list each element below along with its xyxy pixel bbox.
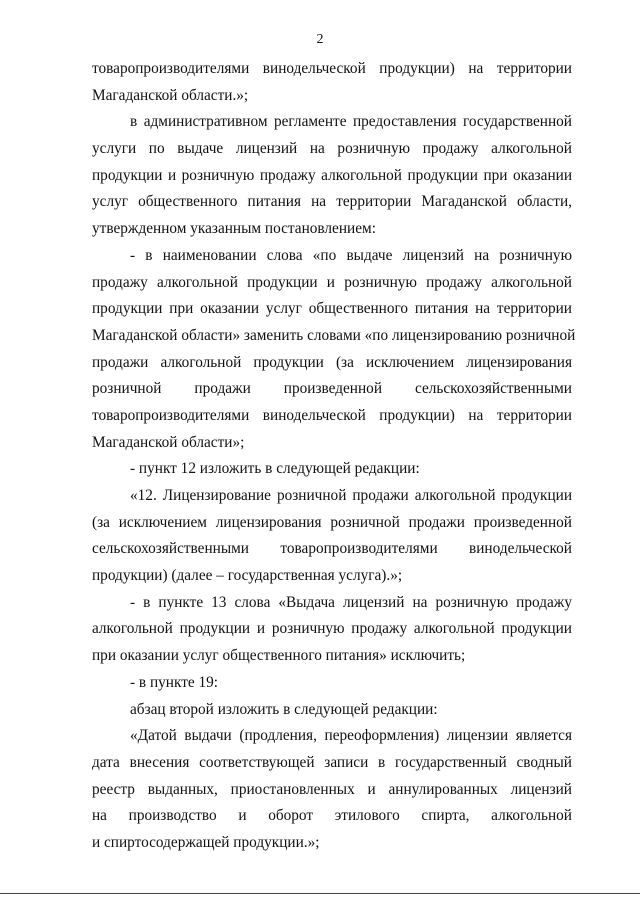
document-body — [92, 56, 576, 857]
text-line: и спиртосодержащей продукции.»; — [92, 833, 320, 851]
text-line: (за исключением лицензирования розничной продажи произведенной — [92, 513, 572, 531]
text-line: товаропроизводителями винодельческой продукции) на территории — [92, 60, 572, 77]
text-line: продукции при оказании услуг общественного питания на территории — [92, 300, 572, 318]
text-line: на производство и оборот этилового спирта, алкогольной — [92, 807, 572, 825]
text-line: - в пункте 19: — [130, 673, 219, 691]
page-number: 2 — [316, 32, 324, 47]
text-line: реестр выданных, приостановленных и аннулированных лицензий — [92, 780, 572, 798]
text-line: «12. Лицензирование розничной продажи алкогольной продукции — [130, 487, 572, 504]
text-line: в административном регламенте предоставления государственной — [130, 113, 572, 131]
text-line: услуг общественного питания на территории Магаданской области, — [92, 193, 572, 211]
text-line: Магаданской области» заменить словами «по лицензированию розничной — [92, 326, 576, 344]
text-line: алкогольной продукции и розничную продажу алкогольной продукции — [92, 620, 572, 638]
text-line: при оказании услуг общественного питания» исключить; — [92, 647, 466, 665]
text-line: розничной продажи произведенной сельскохозяйственными — [92, 380, 572, 398]
text-line: товаропроизводителями винодельческой продукции) на территории — [92, 406, 572, 424]
text-line: абзац второй изложить в следующей редакции: — [130, 700, 438, 718]
text-line: Магаданской области.»; — [92, 86, 249, 104]
text-line: продажи алкогольной продукции (за исключением лицензирования — [92, 353, 572, 371]
text-line: продукции) (далее – государственная услуга).»; — [92, 567, 403, 585]
text-line: Магаданской области»; — [92, 433, 245, 451]
text-line: - в наименовании слова «по выдаче лицензий на розничную — [130, 246, 572, 264]
text-line: услуги по выдаче лицензий на розничную продажу алкогольной — [92, 140, 572, 158]
text-line: продажу алкогольной продукции и розничную продажу алкогольной — [92, 273, 572, 291]
footer-rule — [0, 893, 640, 894]
text-line: утвержденном указанным постановлением: — [92, 220, 376, 238]
text-line: сельскохозяйственными товаропроизводителями винодельческой — [92, 540, 572, 558]
text-line: дата внесения соответствующей записи в государственный сводный — [92, 753, 572, 771]
text-line: продукции и розничную продажу алкогольной продукции при оказании — [92, 166, 572, 184]
text-line: - в пункте 13 слова «Выдача лицензий на розничную продажу — [130, 593, 572, 611]
text-line: «Датой выдачи (продления, переоформления) лицензии является — [130, 727, 572, 745]
text-line: - пункт 12 изложить в следующей редакции: — [130, 460, 420, 478]
